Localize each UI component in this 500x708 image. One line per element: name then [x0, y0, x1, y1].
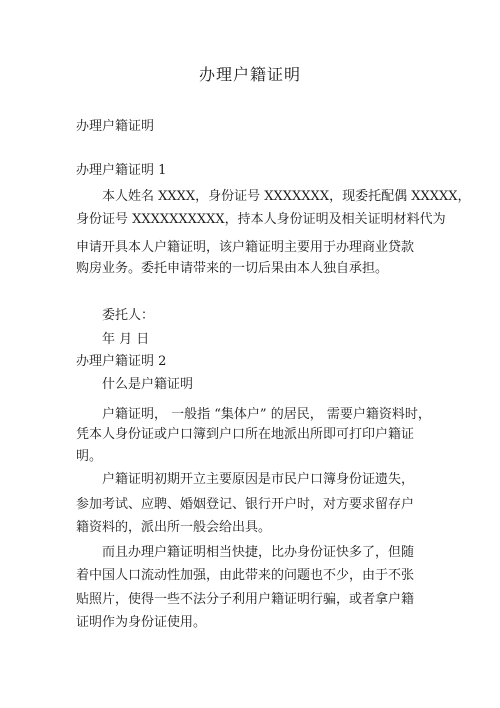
document-title: 办理户籍证明 — [198, 65, 301, 84]
section-2-question: 什么是户籍证明 — [102, 377, 194, 392]
principal-label: 委托人： — [102, 308, 155, 323]
document-subtitle: 办理户籍证明 — [76, 119, 155, 134]
paragraph-line: 身份证号 XXXXXXXXXX，持本人身份证明及相关证明材料代为 — [76, 212, 446, 227]
paragraph-line: 户籍证明， 一般指 “集体户” 的居民， 需要户籍资料时， — [102, 407, 431, 422]
paragraph-line: 着中国人口流动性加强，由此带来的问题也不少，由于不张 — [76, 568, 415, 583]
paragraph-line: 籍资料的，派出所一般会给出具。 — [76, 520, 272, 535]
date-line: 年 月 日 — [102, 332, 150, 347]
paragraph-line: 户籍证明初期开立主要原因是市民户口簿身份证遗失， — [102, 472, 415, 487]
paragraph-line: 本人姓名 XXXX，身份证号 XXXXXXX，现委托配偶 XXXXX， — [102, 189, 471, 204]
section-1-heading: 办理户籍证明 1 — [76, 163, 167, 178]
paragraph-line: 购房业务。委托申请带来的一切后果由本人独自承担。 — [76, 261, 389, 276]
paragraph-line: 申请开具本人户籍证明，该户籍证明主要用于办理商业贷款 — [76, 240, 415, 255]
paragraph-line: 参加考试、应聘、婚姻登记、银行开户时，对方要求留存户 — [76, 497, 415, 512]
paragraph-line: 凭本人身份证或户口簿到户口所在地派出所即可打印户籍证 — [76, 427, 415, 442]
paragraph-line: 贴照片，使得一些不法分子利用户籍证明行骗，或者拿户籍 — [76, 592, 415, 607]
paragraph-line: 证明作为身份证使用。 — [76, 615, 207, 630]
paragraph-line: 而且办理户籍证明相当快捷，比办身份证快多了，但随 — [102, 545, 415, 560]
section-2-heading: 办理户籍证明 2 — [76, 354, 167, 369]
paragraph-line: 明。 — [76, 449, 103, 464]
